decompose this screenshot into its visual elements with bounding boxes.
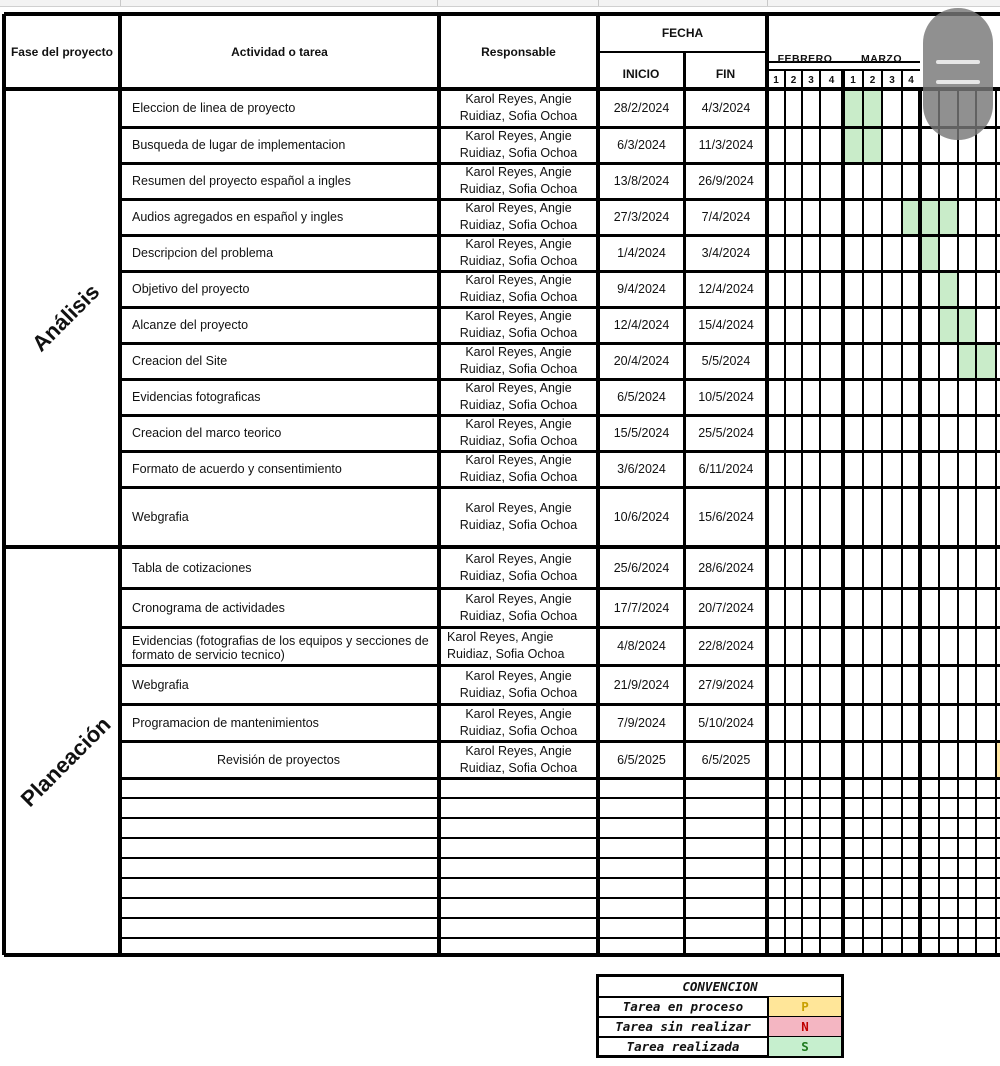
activity-cell[interactable]: Webgrafia	[132, 677, 189, 692]
end-date-cell[interactable]: 3/4/2024	[701, 246, 751, 260]
responsible-line: Ruidiaz, Sofia Ochoa	[459, 568, 578, 583]
completed-cell	[939, 307, 958, 343]
grid-line-v	[901, 70, 903, 955]
responsible-line: Karol Reyes, Angie	[465, 706, 572, 721]
start-date-cell[interactable]: 21/9/2024	[613, 677, 670, 692]
grid-line-h	[120, 897, 1000, 899]
responsible-cell[interactable]	[441, 549, 596, 586]
responsible-line: Karol Reyes, Angie	[465, 273, 572, 287]
week-label: 2	[869, 74, 876, 86]
grid-line-h	[120, 937, 1000, 939]
start-date-cell[interactable]: 12/4/2024	[613, 318, 670, 332]
header-start: INICIO	[622, 66, 660, 81]
responsible-line: Karol Reyes, Angie	[465, 201, 572, 215]
legend-label: Tarea realizada	[626, 1039, 740, 1054]
responsible-cell[interactable]	[441, 706, 596, 739]
activity-cell[interactable]: Evidencias (fotografias de los equipos y secciones de formato de servicio tecnico)	[132, 634, 429, 662]
responsible-cell[interactable]	[441, 667, 596, 702]
responsible-cell[interactable]	[441, 629, 596, 663]
activity-cell[interactable]: Audios agregados en español y ingles	[132, 210, 344, 224]
end-date-cell[interactable]: 4/3/2024	[701, 101, 751, 115]
completed-cell	[976, 343, 996, 379]
responsible-line: Ruidiaz, Sofia Ochoa	[459, 434, 578, 448]
start-date-cell[interactable]: 17/7/2024	[613, 600, 670, 615]
completed-cell	[863, 89, 882, 127]
month-label: MARZO	[861, 53, 902, 65]
start-date-cell[interactable]: 6/5/2025	[617, 752, 666, 767]
activity-cell[interactable]: Programacion de mantenimientos	[132, 715, 319, 730]
start-date-cell[interactable]: 9/4/2024	[617, 282, 666, 296]
responsible-line: Ruidiaz, Sofia Ochoa	[459, 290, 578, 304]
activity-cell[interactable]: Evidencias fotograficas	[132, 390, 261, 404]
grid-line-v	[819, 70, 821, 955]
legend-title: CONVENCION	[682, 978, 758, 994]
activity-cell[interactable]: Busqueda de lugar de implementacion	[132, 138, 346, 152]
responsible-cell[interactable]	[441, 590, 596, 625]
responsible-line: Ruidiaz, Sofia Ochoa	[447, 647, 565, 661]
end-date-cell[interactable]: 27/9/2024	[698, 677, 754, 692]
responsible-line: Karol Reyes, Angie	[465, 381, 572, 395]
responsible-line: Karol Reyes, Angie	[465, 417, 572, 431]
responsible-line: Karol Reyes, Angie	[465, 237, 572, 251]
grid-line-h	[120, 857, 1000, 859]
start-date-cell[interactable]: 27/3/2024	[613, 210, 670, 224]
responsible-cell[interactable]	[441, 129, 596, 161]
end-date-cell[interactable]: 15/4/2024	[698, 318, 754, 332]
week-label: 3	[808, 74, 814, 86]
activity-cell[interactable]: Resumen del proyecto español a ingles	[132, 174, 351, 188]
grid-line-h	[120, 877, 1000, 879]
activity-cell[interactable]: Alcanze del proyecto	[132, 318, 249, 332]
end-date-cell[interactable]: 12/4/2024	[698, 282, 754, 296]
responsible-line: Ruidiaz, Sofia Ochoa	[459, 254, 578, 268]
week-label: 4	[828, 74, 835, 86]
responsible-line: Ruidiaz, Sofia Ochoa	[459, 760, 578, 775]
responsible-cell[interactable]	[441, 237, 596, 269]
responsible-cell[interactable]	[441, 453, 596, 485]
responsible-line: Ruidiaz, Sofia Ochoa	[459, 109, 578, 123]
responsible-line: Karol Reyes, Angie	[465, 165, 572, 179]
activity-cell[interactable]: Webgrafia	[132, 510, 189, 524]
responsible-line: Karol Reyes, Angie	[465, 92, 572, 106]
start-date-cell[interactable]: 28/2/2024	[613, 101, 670, 115]
legend-code: P	[769, 997, 841, 1016]
responsible-cell[interactable]	[441, 91, 596, 125]
responsible-cell[interactable]	[441, 273, 596, 305]
start-date-cell[interactable]: 6/5/2024	[617, 390, 666, 404]
activity-cell[interactable]: Cronograma de actividades	[132, 600, 285, 615]
table-border-bottom	[4, 953, 1000, 957]
legend-code: N	[769, 1017, 841, 1036]
end-date-cell[interactable]: 22/8/2024	[698, 639, 754, 653]
activity-cell[interactable]: Creacion del Site	[132, 354, 228, 368]
legend-table	[596, 974, 844, 1058]
start-date-cell[interactable]: 4/8/2024	[617, 639, 666, 653]
activity-cell[interactable]: Descripcion del problema	[132, 246, 274, 260]
end-date-cell[interactable]: 25/5/2024	[698, 426, 754, 440]
grid-line-v	[938, 89, 940, 955]
responsible-line: Ruidiaz, Sofia Ochoa	[459, 518, 578, 532]
week-label: 4	[908, 74, 914, 86]
grid-line-v	[975, 89, 977, 955]
responsible-line: Karol Reyes, Angie	[465, 591, 572, 606]
start-date-cell[interactable]: 15/5/2024	[613, 426, 670, 440]
activity-cell[interactable]: Creacion del marco teorico	[132, 426, 282, 440]
grid-line-h	[120, 777, 1000, 780]
scroll-grip-line	[936, 80, 980, 84]
responsible-line: Ruidiaz, Sofia Ochoa	[459, 608, 578, 623]
completed-cell	[958, 307, 976, 343]
end-date-cell[interactable]: 5/10/2024	[698, 715, 754, 730]
header-activity: Actividad o tarea	[231, 44, 328, 59]
start-date-cell[interactable]: 1/4/2024	[617, 246, 666, 260]
completed-cell	[863, 127, 882, 163]
responsible-line: Karol Reyes, Angie	[465, 453, 572, 467]
responsible-cell[interactable]	[441, 381, 596, 413]
responsible-cell[interactable]	[441, 417, 596, 449]
responsible-line: Karol Reyes, Angie	[465, 345, 572, 359]
week-label: 3	[889, 74, 895, 86]
responsible-line: Ruidiaz, Sofia Ochoa	[459, 723, 578, 738]
end-date-cell[interactable]: 11/3/2024	[698, 138, 754, 152]
completed-cell	[843, 127, 863, 163]
grid-line-h	[120, 817, 1000, 819]
activity-cell[interactable]: Formato de acuerdo y consentimiento	[132, 462, 342, 476]
start-date-cell[interactable]: 6/3/2024	[617, 138, 666, 152]
responsible-line: Karol Reyes, Angie	[447, 630, 554, 644]
responsible-line: Karol Reyes, Angie	[465, 501, 572, 515]
end-date-cell[interactable]: 26/9/2024	[698, 174, 754, 188]
completed-cell	[939, 271, 958, 307]
grid-line-v	[801, 70, 803, 955]
scroll-grip-line	[936, 60, 980, 64]
header-responsible: Responsable	[481, 44, 556, 59]
phase-label-analisis: Análisis	[26, 278, 105, 357]
grid-line-v	[862, 70, 864, 955]
responsible-line: Karol Reyes, Angie	[465, 668, 572, 683]
responsible-cell[interactable]	[441, 345, 596, 377]
grid-line-v	[957, 89, 959, 955]
start-date-cell[interactable]: 3/6/2024	[617, 462, 666, 476]
responsible-line: Ruidiaz, Sofia Ochoa	[459, 146, 578, 160]
legend-label: Tarea en proceso	[622, 999, 744, 1014]
responsible-cell[interactable]	[441, 309, 596, 341]
start-date-cell[interactable]: 7/9/2024	[617, 715, 666, 730]
responsible-line: Karol Reyes, Angie	[465, 551, 572, 566]
completed-cell	[939, 199, 958, 235]
end-date-cell[interactable]: 15/6/2024	[698, 510, 754, 524]
end-date-cell[interactable]: 20/7/2024	[698, 600, 754, 615]
responsible-line: Ruidiaz, Sofia Ochoa	[459, 182, 578, 196]
responsible-cell[interactable]	[441, 165, 596, 197]
responsible-line: Karol Reyes, Angie	[465, 309, 572, 323]
activity-cell[interactable]: Objetivo del proyecto	[132, 282, 250, 296]
month-label: FEBRERO	[777, 53, 833, 65]
grid-line-h	[120, 797, 1000, 799]
grid-line-h	[120, 917, 1000, 919]
week-label: 2	[790, 74, 797, 86]
responsible-line: Karol Reyes, Angie	[465, 129, 572, 143]
responsible-line: Ruidiaz, Sofia Ochoa	[459, 326, 578, 340]
scroll-thumb[interactable]	[923, 8, 993, 140]
activity-cell[interactable]: Tabla de cotizaciones	[132, 560, 252, 575]
grid-line-v	[918, 89, 922, 955]
start-date-cell[interactable]: 20/4/2024	[613, 354, 670, 368]
end-date-cell[interactable]: 5/5/2024	[701, 354, 751, 368]
phase-label-planeacion: Planeación	[15, 711, 116, 812]
responsible-cell[interactable]	[441, 201, 596, 233]
activity-cell[interactable]: Eleccion de linea de proyecto	[132, 101, 296, 115]
legend-label: Tarea sin realizar	[615, 1019, 751, 1034]
end-date-cell[interactable]: 6/11/2024	[698, 462, 754, 476]
header-phase: Fase del proyecto	[10, 44, 114, 59]
activity-cell[interactable]: Revisión de proyectos	[217, 752, 340, 767]
responsible-cell[interactable]	[441, 489, 596, 545]
grid-line-v	[784, 70, 786, 955]
start-date-cell[interactable]: 13/8/2024	[613, 174, 670, 188]
completed-cell	[920, 199, 939, 235]
header-date: FECHA	[661, 26, 704, 40]
responsible-cell[interactable]	[441, 743, 596, 776]
end-date-cell[interactable]: 10/5/2024	[698, 390, 754, 404]
responsible-line: Ruidiaz, Sofia Ochoa	[459, 218, 578, 232]
table-border-left	[2, 14, 6, 955]
legend-code: S	[769, 1037, 841, 1056]
responsible-line: Ruidiaz, Sofia Ochoa	[459, 362, 578, 376]
grid-line-v	[995, 89, 997, 955]
start-date-cell[interactable]: 10/6/2024	[613, 510, 670, 524]
week-label: 1	[850, 74, 856, 86]
responsible-line: Ruidiaz, Sofia Ochoa	[459, 398, 578, 412]
responsible-line: Ruidiaz, Sofia Ochoa	[459, 685, 578, 700]
responsible-line: Ruidiaz, Sofia Ochoa	[459, 470, 578, 484]
end-date-cell[interactable]: 28/6/2024	[698, 560, 754, 575]
completed-cell	[920, 235, 939, 271]
end-date-cell[interactable]: 6/5/2025	[701, 752, 751, 767]
grid-line-v	[841, 70, 845, 955]
start-date-cell[interactable]: 25/6/2024	[613, 560, 670, 575]
completed-cell	[958, 343, 976, 379]
week-label: 1	[773, 74, 779, 86]
responsible-line: Karol Reyes, Angie	[465, 743, 572, 758]
header-end: FIN	[715, 66, 736, 81]
grid-line-h	[120, 837, 1000, 839]
end-date-cell[interactable]: 7/4/2024	[701, 210, 751, 224]
completed-cell	[843, 89, 863, 127]
grid-line-v	[881, 70, 883, 955]
